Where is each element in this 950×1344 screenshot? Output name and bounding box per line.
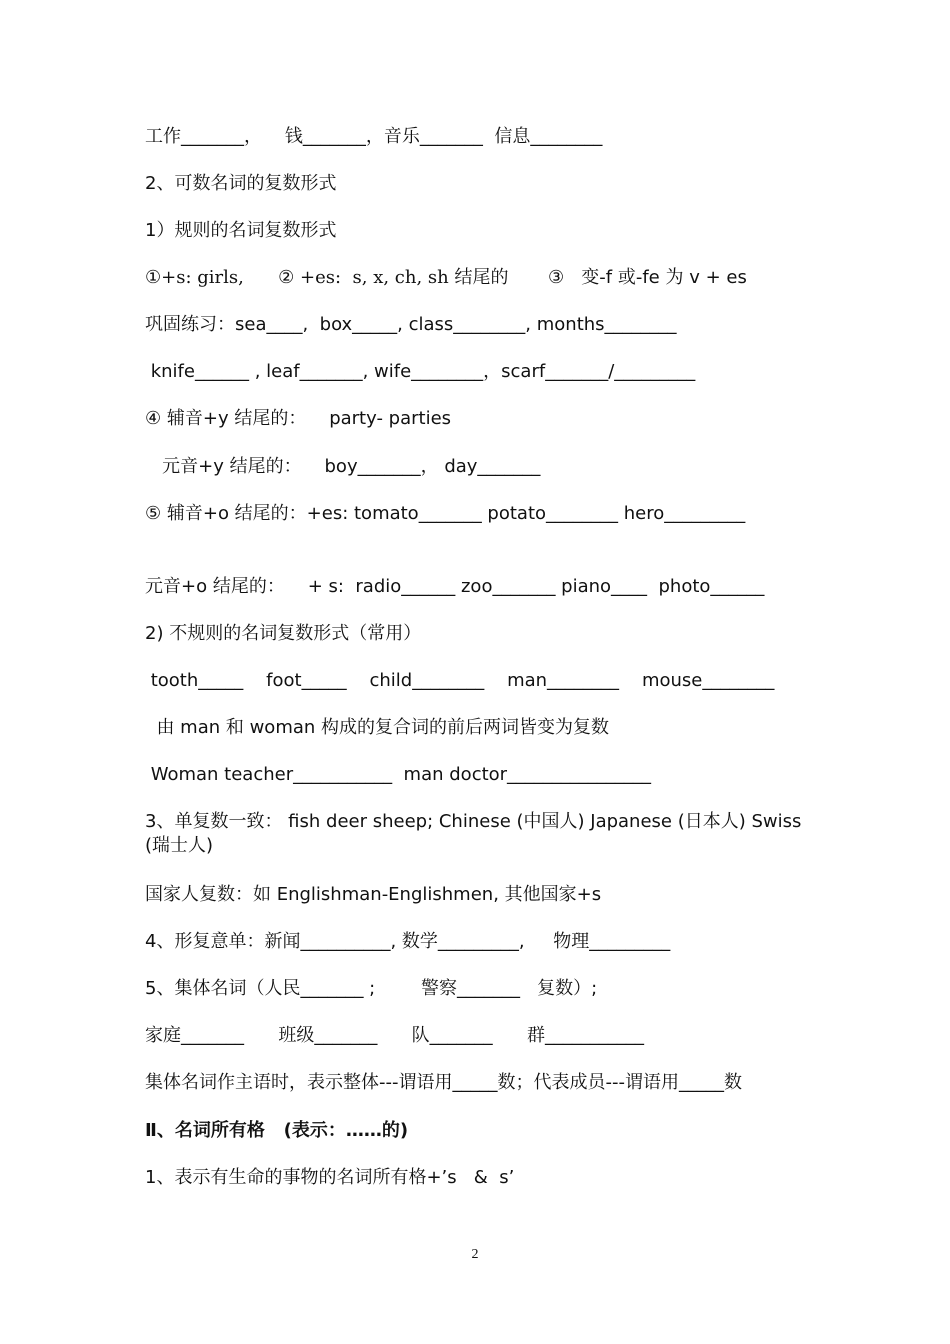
possessive-rule-1: 1、表示有生命的事物的名词所有格+’s & s’ — [145, 1167, 515, 1188]
same-singular-plural: 3、单复数一致： fish deer sheep; Chinese (中国人) Japanese (日本人) Swiss (瑞士人) — [145, 811, 802, 856]
rule-consonant-o: ⑤ 辅音+o 结尾的：+es: tomato_______ potato________ hero_________ — [145, 503, 746, 524]
exercise-line-1: 巩固练习：sea____, box_____, class________, months________ — [145, 314, 677, 335]
collective-nouns-exercise: 家庭_______ 班级_______ 队_______ 群___________ — [145, 1025, 644, 1046]
rule-f-fe: ③ 变-f 或-fe 为 v + es — [548, 267, 747, 288]
rule-vowel-o: 元音+o 结尾的： + s: radio______ zoo_______ piano____ photo______ — [145, 576, 765, 597]
line-uncountable-nouns: 工作_______， 钱_______，音乐_______ 信息________ — [145, 126, 603, 147]
heading-possessive: Ⅱ、名词所有格 (表示：……的) — [145, 1120, 409, 1141]
compound-exercise: Woman teacher___________ man doctor________________ — [145, 764, 652, 785]
nationality-plural: 国家人复数：如 Englishman-Englishmen, 其他国家+s — [145, 884, 602, 905]
irregular-exercise: tooth_____ foot_____ child________ man________ mouse________ — [145, 670, 775, 691]
heading-irregular-plural: 2) 不规则的名词复数形式（常用） — [145, 623, 422, 644]
rule-consonant-y: ④ 辅音+y 结尾的： party- parties — [145, 408, 452, 429]
rule-vowel-y: 元音+y 结尾的： boy_______， day_______ — [145, 456, 541, 477]
exercise-line-2: knife______ , leaf_______, wife________，scarf_______/_________ — [145, 361, 696, 382]
rule-s-es: ①+s: girls, ② +es: s, x, ch, sh 结尾的 — [145, 267, 509, 288]
heading-countable-plural: 2、可数名词的复数形式 — [145, 173, 337, 194]
plural-form-singular-meaning: 4、形复意单：新闻__________, 数学_________, 物理_________ — [145, 931, 671, 952]
heading-regular-plural: 1）规则的名词复数形式 — [145, 220, 337, 241]
collective-subject-rule: 集体名词作主语时，表示整体---谓语用_____数；代表成员---谓语用_____数 — [145, 1072, 742, 1093]
compound-rule: 由 man 和 woman 构成的复合词的前后两词皆变为复数 — [145, 717, 610, 738]
collective-nouns: 5、集体名词（人民_______ ; 警察_______ 复数）; — [145, 978, 598, 999]
page-number: 2 — [471, 1247, 479, 1262]
